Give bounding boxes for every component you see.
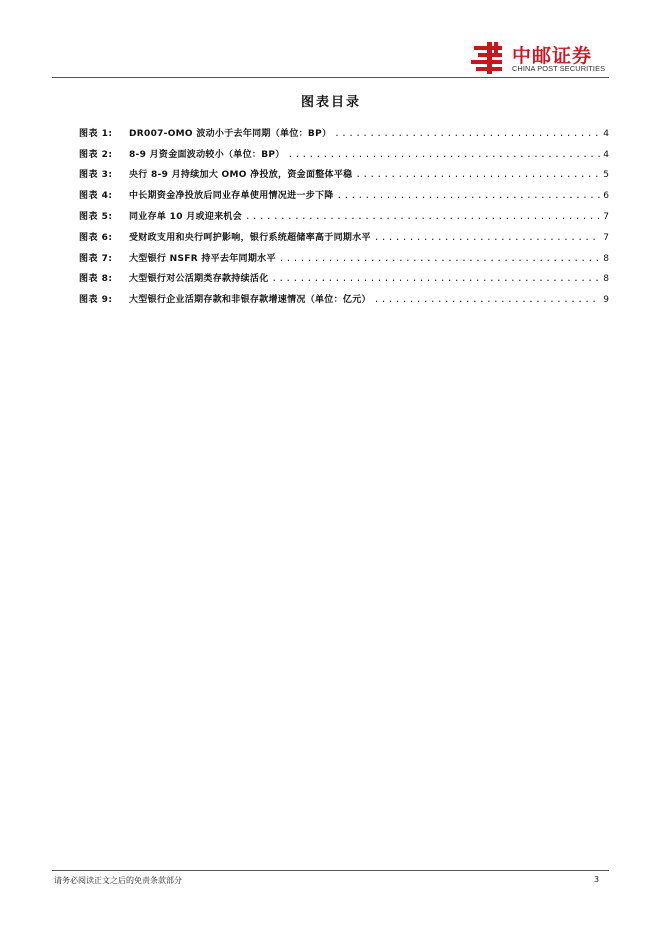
toc-item-page: 9: [603, 295, 609, 306]
toc-item[interactable]: [79, 161, 609, 182]
toc-item-label: 图表 3:: [79, 170, 113, 181]
page-number: 3: [594, 875, 600, 884]
toc-leader-dots: [374, 294, 600, 306]
toc-item-label: 图表 9:: [79, 295, 113, 306]
toc-item-text: 大型银行企业活期存款和非银存款增速情况（单位：亿元）: [129, 295, 371, 306]
toc-leader-dots: [355, 169, 600, 181]
toc-item[interactable]: [79, 244, 609, 265]
toc-item[interactable]: [79, 285, 609, 306]
toc-item-label: 图表 7:: [79, 253, 113, 264]
toc-item-page: 6: [603, 191, 609, 202]
toc-leader-dots: [288, 149, 601, 161]
toc-leader-dots: [279, 253, 601, 265]
toc-item-page: 5: [603, 170, 609, 181]
toc-item-text: 大型银行 NSFR 持平去年同期水平: [129, 253, 276, 264]
toc-item-label: 图表 5:: [79, 211, 113, 222]
toc-item-label: 图表 8:: [79, 274, 113, 285]
toc-item-text: 同业存单 10 月或迎来机会: [129, 211, 242, 222]
toc-item-label: 图表 1:: [79, 128, 113, 139]
toc-item[interactable]: [79, 265, 609, 286]
toc-item[interactable]: [79, 202, 609, 223]
toc-item-page: 4: [603, 128, 609, 139]
toc-item-text: 央行 8-9 月持续加大 OMO 净投放，资金面整体平稳: [129, 170, 353, 181]
toc-item-label: 图表 2:: [79, 149, 113, 160]
toc-item-page: 7: [603, 232, 609, 243]
toc-item-text: 大型银行对公活期类存款持续活化: [129, 274, 269, 285]
toc-item-text: 8-9 月资金面波动较小（单位：BP）: [129, 149, 285, 160]
toc-item-page: 8: [603, 253, 609, 264]
footer-disclaimer: 请务必阅读正文之后的免责条款部分: [54, 876, 182, 885]
toc-item-label: 图表 6:: [79, 232, 113, 243]
toc-item[interactable]: [79, 181, 609, 202]
toc-leader-dots: [374, 232, 600, 244]
toc-title: 图表目录: [300, 95, 361, 110]
toc-item[interactable]: [79, 140, 609, 161]
toc-item-page: 8: [603, 274, 609, 285]
toc-item-text: DR007-OMO 波动小于去年同期（单位：BP）: [129, 128, 332, 139]
toc-item-page: 7: [603, 211, 609, 222]
toc-item[interactable]: [79, 223, 609, 244]
toc-list: [79, 119, 609, 306]
toc-item-text: 中长期资金净投放后同业存单使用情况进一步下降: [129, 191, 334, 202]
toc-item[interactable]: [79, 119, 609, 140]
toc-leader-dots: [272, 273, 601, 285]
toc-item-page: 4: [603, 149, 609, 160]
logo-english-name: CHINA POST SECURITIES: [512, 64, 606, 73]
footer-divider: [52, 870, 609, 871]
page-header: [0, 0, 662, 80]
company-logo: [470, 40, 615, 76]
toc-leader-dots: [337, 190, 601, 202]
toc-leader-dots: [334, 128, 600, 140]
toc-leader-dots: [245, 211, 600, 223]
logo-chinese-name: 中邮证券: [512, 45, 593, 67]
header-divider: [52, 77, 609, 78]
china-post-logo-icon: [470, 40, 508, 76]
toc-item-text: 受财政支用和央行呵护影响，银行系统超储率高于同期水平: [129, 232, 371, 243]
toc-item-label: 图表 4:: [79, 191, 113, 202]
